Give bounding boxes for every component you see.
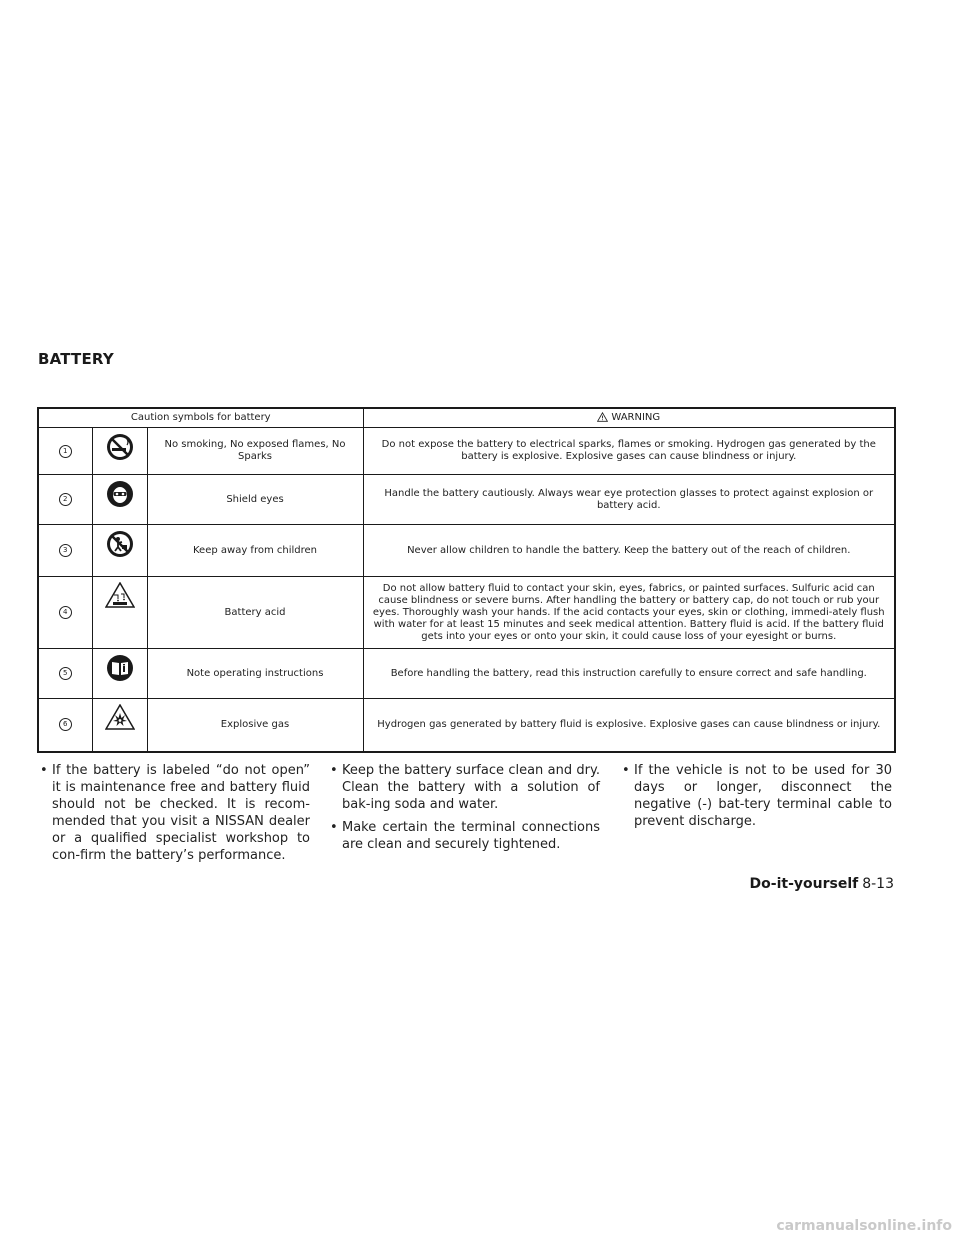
row-number-badge: 1 bbox=[59, 445, 72, 458]
footer-page-number: 8-13 bbox=[862, 876, 894, 892]
symbol-label: Shield eyes bbox=[147, 475, 363, 525]
row-number bbox=[38, 525, 92, 577]
table-row bbox=[38, 428, 895, 475]
symbol-icon-cell bbox=[92, 699, 147, 752]
caution-symbols-table bbox=[37, 407, 896, 753]
text-column-3 bbox=[620, 762, 892, 836]
row-number bbox=[38, 577, 92, 649]
table-row bbox=[38, 649, 895, 699]
watermark: carmanualsonline.info bbox=[776, 1218, 952, 1234]
text-column-1 bbox=[38, 762, 310, 870]
symbol-label: Battery acid bbox=[147, 577, 363, 649]
header-symbols: Caution symbols for battery bbox=[38, 408, 363, 428]
row-number-badge: 5 bbox=[59, 667, 72, 680]
warning-text: Handle the battery cautiously. Always wear eye protection glasses to protect against explosion or battery acid. bbox=[363, 475, 895, 525]
symbol-icon-cell bbox=[92, 428, 147, 475]
row-number bbox=[38, 699, 92, 752]
symbol-icon-cell bbox=[92, 649, 147, 699]
symbol-label: Keep away from children bbox=[147, 525, 363, 577]
no-smoking-icon bbox=[106, 433, 134, 461]
header-warning bbox=[363, 408, 895, 428]
symbol-label: Explosive gas bbox=[147, 699, 363, 752]
warning-triangle-icon bbox=[597, 412, 608, 422]
warning-text: Do not allow battery fluid to contact your skin, eyes, fabrics, or painted surfaces. Sulfuric acid can cause blindness or severe burns. After handling the battery or battery cap, do not touch or rub your eyes. Thoroughly wash your hands. If the acid contacts your eyes, skin or clothing, immedi-ately flush with water for at least 15 minutes and seek medical attention. Battery fluid is acid. If the battery fluid gets into your eyes or onto your skin, it could cause loss of your eyesight or burns. bbox=[363, 577, 895, 649]
page-footer bbox=[750, 876, 894, 892]
table-row bbox=[38, 475, 895, 525]
row-number-badge: 2 bbox=[59, 493, 72, 506]
operating-instructions-icon bbox=[106, 654, 134, 682]
table-row bbox=[38, 699, 895, 752]
row-number bbox=[38, 649, 92, 699]
keep-away-children-icon bbox=[106, 530, 134, 558]
symbol-icon-cell bbox=[92, 475, 147, 525]
explosive-gas-icon bbox=[105, 704, 135, 730]
text-column-2 bbox=[328, 762, 600, 859]
table-row bbox=[38, 525, 895, 577]
row-number bbox=[38, 428, 92, 475]
section-title: BATTERY bbox=[38, 350, 114, 368]
warning-text: Before handling the battery, read this instruction carefully to ensure correct and safe handling. bbox=[363, 649, 895, 699]
shield-eyes-icon bbox=[106, 480, 134, 508]
symbol-label: Note operating instructions bbox=[147, 649, 363, 699]
table-row bbox=[38, 577, 895, 649]
list-item: • Make certain the terminal connections are clean and securely tightened. bbox=[328, 819, 600, 853]
warning-text: Never allow children to handle the battery. Keep the battery out of the reach of children. bbox=[363, 525, 895, 577]
footer-section-title: Do-it-yourself bbox=[749, 876, 859, 892]
warning-text: Do not expose the battery to electrical sparks, flames or smoking. Hydrogen gas generated by the battery is explosive. Explosive gases can cause blindness or injury. bbox=[363, 428, 895, 475]
row-number-badge: 4 bbox=[59, 606, 72, 619]
list-item: • Keep the battery surface clean and dry. Clean the battery with a solution of bak-ing soda and water. bbox=[328, 762, 600, 813]
symbol-icon-cell bbox=[92, 525, 147, 577]
header-warning-label: WARNING bbox=[611, 412, 661, 423]
list-item: • If the battery is labeled “do not open” it is maintenance free and battery fluid should not be checked. It is recom-mended that you visit a NISSAN dealer or a qualified specialist workshop to con-firm the battery’s performance. bbox=[38, 762, 310, 864]
battery-acid-icon bbox=[105, 582, 135, 608]
row-number-badge: 6 bbox=[59, 718, 72, 731]
row-number-badge: 3 bbox=[59, 544, 72, 557]
warning-text: Hydrogen gas generated by battery fluid is explosive. Explosive gases can cause blindness or injury. bbox=[363, 699, 895, 752]
symbol-label: No smoking, No exposed flames, No Sparks bbox=[147, 428, 363, 475]
row-number bbox=[38, 475, 92, 525]
list-item: • If the vehicle is not to be used for 30 days or longer, disconnect the negative (-) bat-tery terminal cable to prevent discharge. bbox=[620, 762, 892, 830]
symbol-icon-cell bbox=[92, 577, 147, 649]
table-header-row bbox=[38, 408, 895, 428]
